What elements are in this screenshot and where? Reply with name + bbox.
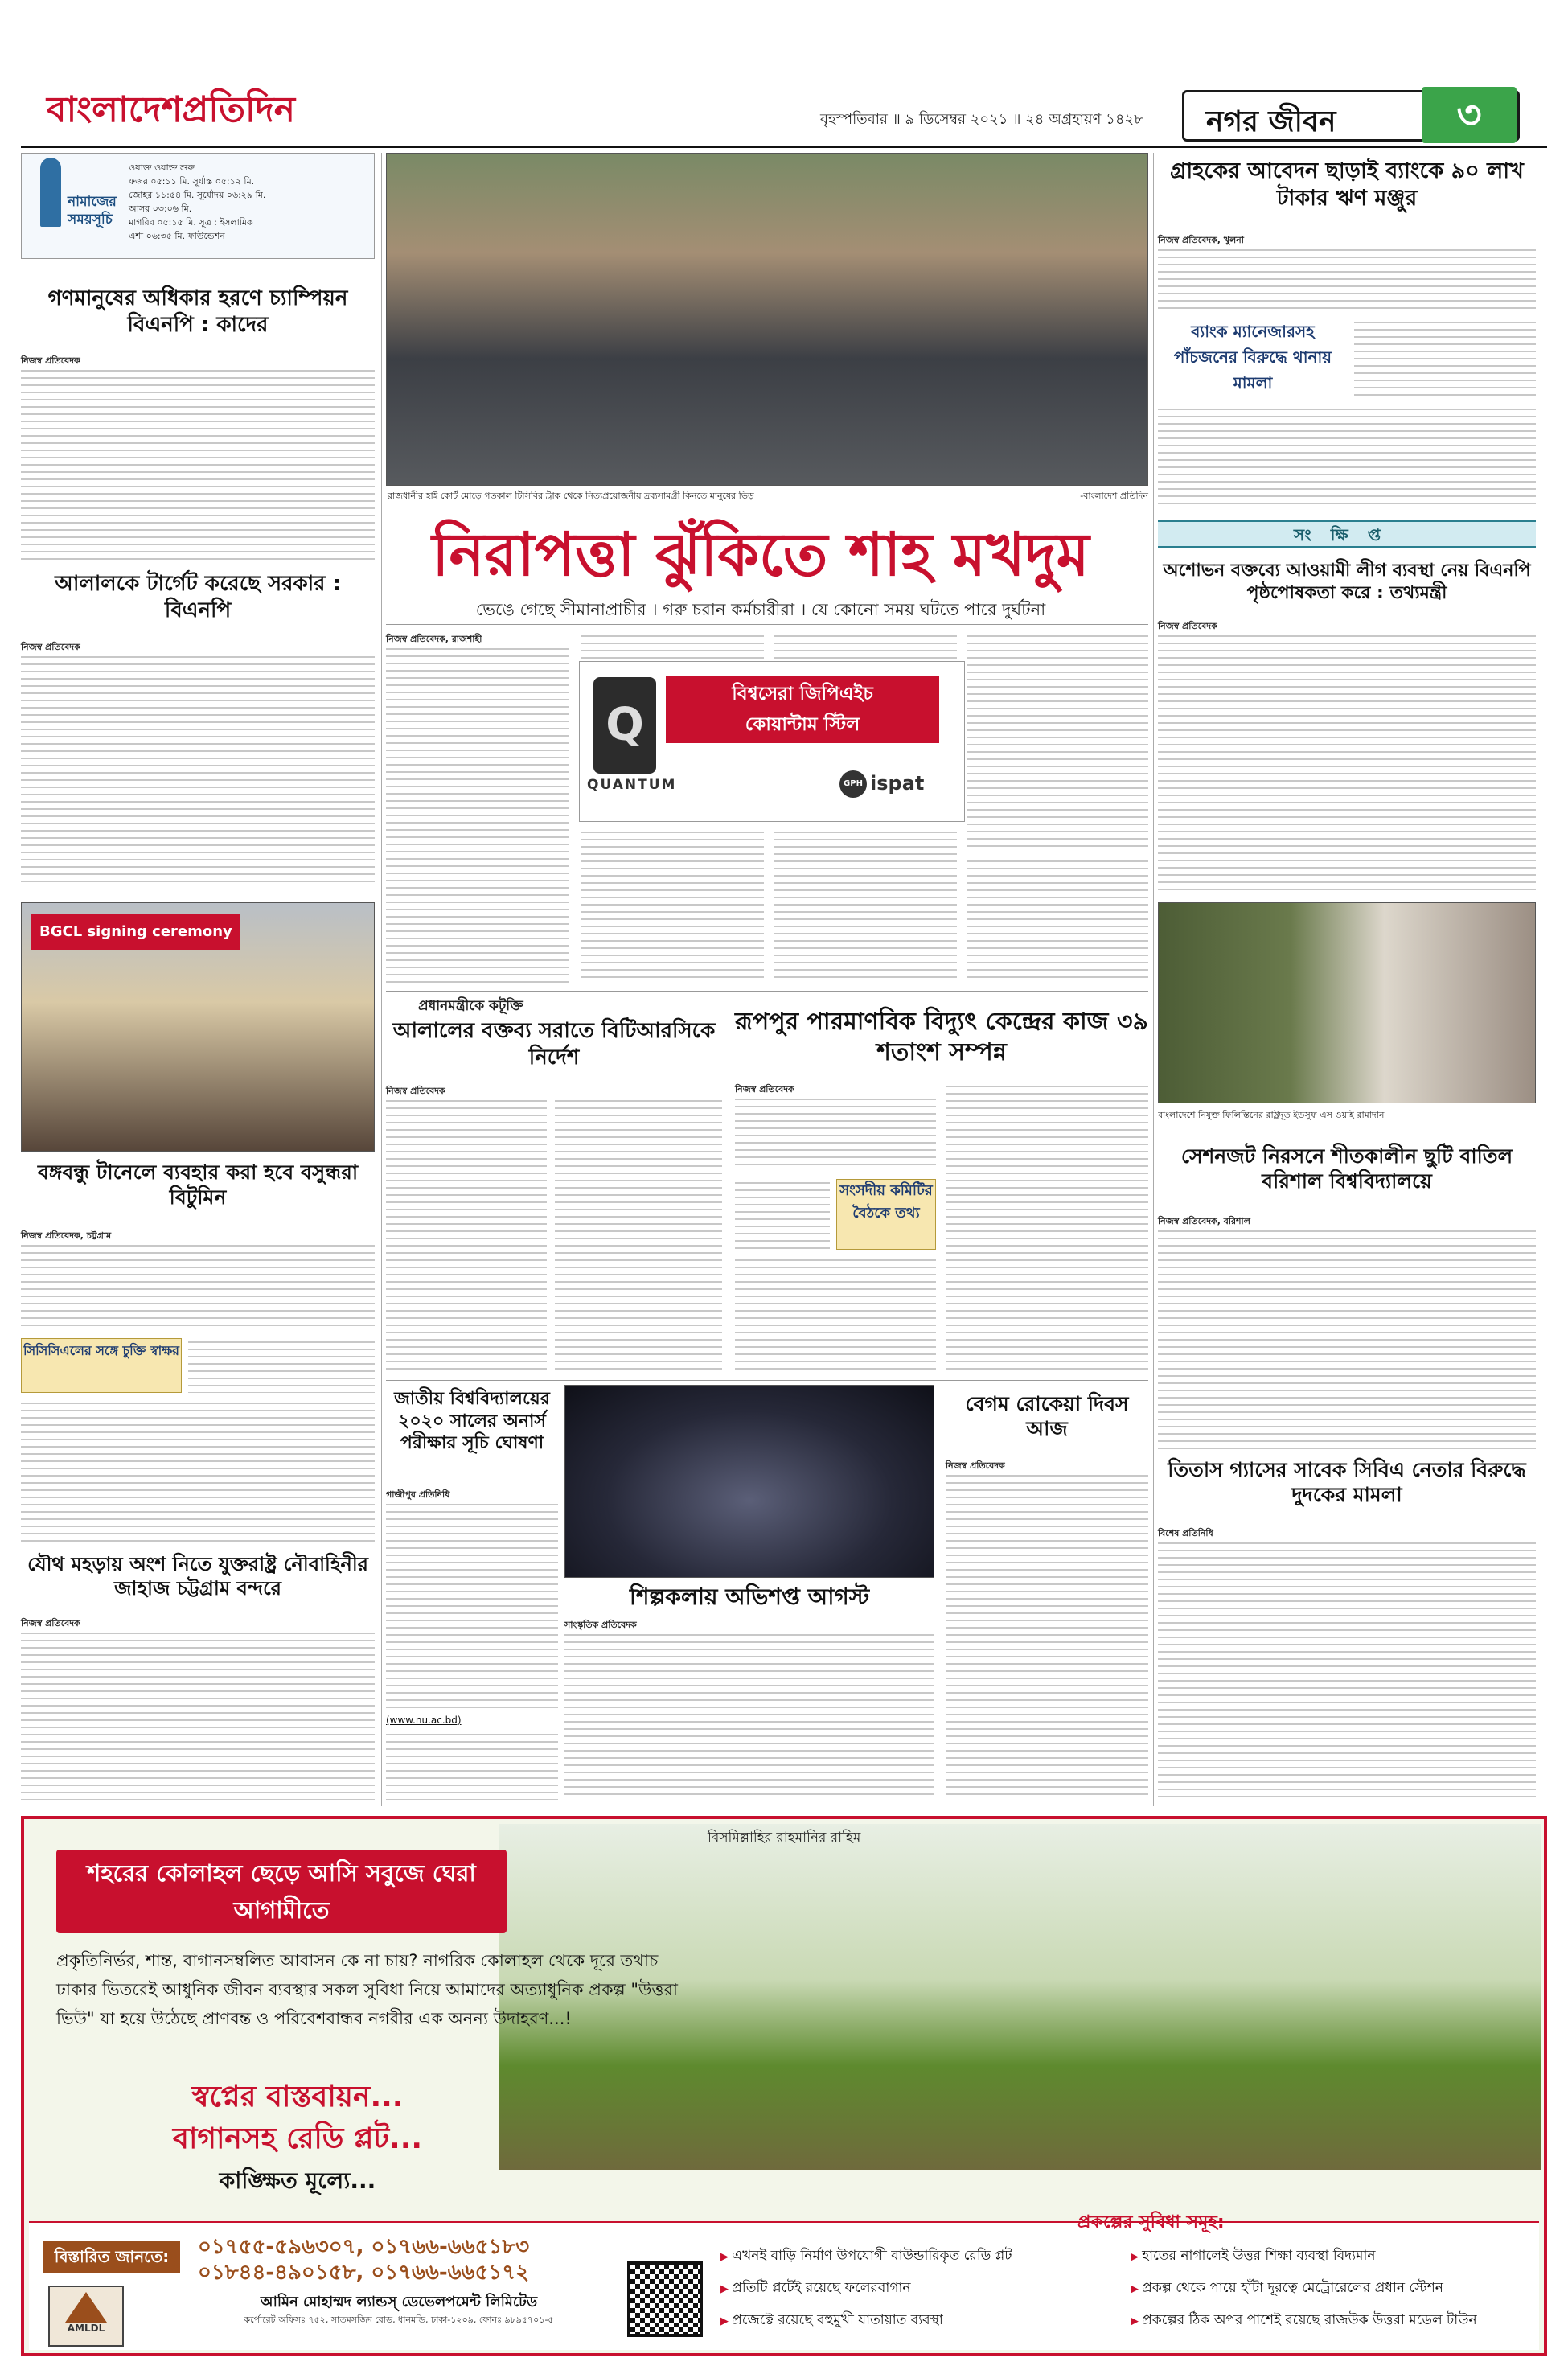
section-rule: [386, 1380, 1148, 1381]
article-text: [946, 1472, 1148, 1800]
story-byline: নিজস্ব প্রতিবেদক: [386, 1086, 445, 1096]
masthead-rule: [21, 146, 1547, 148]
nu-link[interactable]: (www.nu.ac.bd): [386, 1715, 462, 1726]
photo-credit: -বাংলাদেশ প্রতিদিন: [1080, 491, 1148, 501]
lead-rule: [386, 624, 1148, 625]
prayer-label: নামাজের সময়সূচি: [68, 194, 117, 228]
story-byline: নিজস্ব প্রতিবেদক: [21, 1618, 80, 1629]
dateline: বৃহস্পতিবার ॥ ৯ ডিসেম্বর ২০২১ ॥ ২৪ অগ্রহায়ণ ১৪২৮: [820, 111, 1143, 128]
story-headline[interactable]: গণমানুষের অধিকার হরণে চ্যাম্পিয়ন বিএনপি : কাদের: [47, 286, 348, 337]
advert-body: প্রকৃতিনির্ভর, শান্ত, বাগানসম্বলিত আবাসন কে না চায়? নাগরিক কোলাহল থেকে দূরে তথাচ ঢাকার ভিতরেই আধুনিক জীবন ব্যবস্থার সকল সুবিধা নিয়ে আমাদের অত্যাধুনিক প্রকল্প "উত্তরা ভিউ" যা হয়ে উঠেছে প্রাণবন্ত ও পরিবেশবান্ধব নগরীর এক অনন্য উদাহরণ...!: [56, 1951, 679, 2028]
mosque-icon: [40, 158, 61, 227]
story-inset: সংসদীয় কমিটির বৈঠকে তথ্য: [836, 1179, 936, 1250]
advert-phone-label: বিস্তারিত জানতে:: [43, 2241, 180, 2273]
advert-banner: শহরের কোলাহল ছেড়ে আসি সবুজে ঘেরা আগামীতে: [56, 1850, 507, 1933]
advert-phones[interactable]: [198, 2234, 680, 2286]
lead-byline: নিজস্ব প্রতিবেদক, রাজশাহী: [386, 634, 482, 644]
story-byline: সাংস্কৃতিক প্রতিবেদক: [564, 1620, 637, 1630]
article-text: [774, 828, 957, 984]
story-headline[interactable]: বঙ্গবন্ধু টানেলে ব্যবহার করা হবে বসুন্ধরা বিটুমিন: [37, 1160, 359, 1210]
article-text: [774, 632, 957, 659]
lead-headline[interactable]: নিরাপত্তা ঝুঁকিতে শাহ মখদুম: [432, 520, 1090, 589]
article-text: [386, 1731, 558, 1800]
advert-bismillah: বিসমিল্লাহির রাহমানির রাহিম: [708, 1830, 861, 1846]
story-headline[interactable]: রূপপুর পারমাণবিক বিদ্যুৎ কেন্দ্রের কাজ ৩৯ শতাংশ সম্পন্ন: [735, 1008, 1148, 1066]
article-text: [21, 1242, 375, 1330]
bullet-icon: ▶: [1131, 2251, 1143, 2263]
news-photo[interactable]: [21, 902, 375, 1152]
advert-company: আমিন মোহাম্মদ ল্যান্ডস্ ডেভেলপমেন্ট লিমিটেড: [260, 2294, 538, 2310]
prayer-row: ওয়াক্ত ওয়াক্ত শুরু: [129, 162, 195, 173]
facility-text: এখনই বাড়ি নির্মাণ উপযোগী বাউন্ডারিকৃত রেডি প্লট: [732, 2248, 1012, 2264]
gph-ad-line1: বিশ্বসেরা জিপিএইচ: [732, 684, 873, 704]
facility-item: [720, 2310, 1123, 2332]
story-inset: ব্যাংক ম্যানেজারসহ পাঁচজনের বিরুদ্ধে থানায় মামলা: [1158, 318, 1348, 399]
story-byline: নিজস্ব প্রতিবেদক, খুলনা: [1158, 235, 1244, 245]
article-text: [1158, 632, 1536, 894]
newspaper-logo[interactable]: [47, 77, 384, 143]
news-photo[interactable]: [1158, 902, 1536, 1103]
advert-slogan: স্বপ্নের বাস্তবায়ন...: [191, 2080, 404, 2113]
story-headline[interactable]: তিতাস গ্যাসের সাবেক সিবিএ নেতার বিরুদ্ধে দুদকের মামলা: [1168, 1458, 1526, 1507]
facility-item: [1131, 2310, 1533, 2332]
logo-text: বাংলাদেশপ্রতিদিন: [47, 89, 295, 130]
section-name: নগর জীবন: [1206, 105, 1336, 138]
article-text: [1354, 318, 1536, 399]
facility-item: [720, 2245, 1123, 2268]
bullet-icon: ▶: [1131, 2283, 1143, 2295]
qr-code[interactable]: [627, 2261, 703, 2337]
prayer-row: জোহর ১১:৫৪ মি. সূর্যোদয় ০৬:২৯ মি.: [129, 190, 266, 200]
section-rule: [386, 991, 1148, 992]
article-text: [581, 632, 764, 659]
gph-brand: QUANTUM: [587, 777, 677, 793]
story-byline: নিজস্ব প্রতিবেদক: [21, 355, 80, 366]
gph-ad-line2: কোয়ান্টাম স্টিল: [745, 714, 860, 735]
prayer-row: মাগরিব ০৫:১৫ মি. সূত্র : ইসলামিক: [129, 217, 253, 228]
facility-text: প্রতিটি প্লটেই রয়েছে ফলেরবাগান: [732, 2280, 911, 2296]
company-logo: [48, 2286, 124, 2347]
advert-slogan: বাগানসহ রেডি প্লট...: [172, 2122, 423, 2155]
facility-item: [720, 2277, 1123, 2300]
bullet-icon: ▶: [1131, 2315, 1143, 2327]
theatre-photo[interactable]: [564, 1385, 934, 1578]
story-headline[interactable]: সেশনজট নিরসনে শীতকালীন ছুটি বাতিল বরিশাল বিশ্ববিদ্যালয়ে: [1180, 1144, 1513, 1193]
article-text: [386, 1097, 547, 1374]
story-headline[interactable]: বেগম রোকেয়া দিবস আজ: [965, 1392, 1129, 1441]
bullet-icon: ▶: [720, 2283, 733, 2295]
facilities-title: প্রকল্পের সুবিধা সমূহ:: [1077, 2212, 1225, 2232]
logo-text: AMLDL: [67, 2323, 105, 2334]
article-text: [946, 1082, 1148, 1374]
logo-triangle-icon: [65, 2292, 107, 2323]
article-text: [1158, 1539, 1536, 1800]
photo-caption: বাংলাদেশে নিযুক্ত ফিলিস্তিনের রাষ্ট্রদূত ইউসুফ এস ওয়াই রামাদান: [1158, 1110, 1385, 1120]
brief-section-label: সংক্ষিপ্ত: [1293, 525, 1401, 544]
story-headline[interactable]: আলালের বক্তব্য সরাতে বিটিআরসিকে নির্দেশ: [392, 1019, 716, 1070]
advert-slogans: [137, 2076, 458, 2202]
article-text: [21, 367, 375, 560]
story-byline: নিজস্ব প্রতিবেদক: [1158, 621, 1217, 631]
prayer-row: এশা ০৬:৩৫ মি. ফাউন্ডেশন: [129, 231, 225, 241]
article-text: [581, 828, 764, 984]
story-byline: নিজস্ব প্রতিবেদক: [946, 1460, 1005, 1471]
photo-caption: রাজধানীর হাই কোর্ট মোড়ে গতকাল টিসিবির ট্রাক থেকে নিত্যপ্রয়োজনীয় দ্রব্যসামগ্রী কিনতে মানুষের ভিড়: [388, 491, 754, 501]
story-byline: বিশেষ প্রতিনিধি: [1158, 1528, 1213, 1538]
story-headline[interactable]: শিল্পকলায় অভিশপ্ত আগস্ট: [629, 1583, 870, 1610]
bullet-icon: ▶: [720, 2251, 733, 2263]
article-text: [21, 1629, 375, 1800]
prayer-times-list: [129, 161, 370, 243]
facility-text: হাতের নাগালেই উত্তর শিক্ষা ব্যবস্থা বিদ্যমান: [1142, 2248, 1376, 2264]
column-rule: [1153, 153, 1154, 1806]
article-text: [735, 1256, 936, 1374]
advert-phone-line[interactable]: ০১৭৫৫-৫৯৬৩০৭, ০১৭৬৬-৬৬৫১৮৩: [198, 2235, 530, 2259]
article-text: [21, 1399, 375, 1544]
article-text: [1158, 1227, 1536, 1451]
facility-item: [1131, 2277, 1533, 2300]
prayer-row: ফজর ০৫:১১ মি. সূর্যাস্ত ০৫:১২ মি.: [129, 176, 255, 187]
photo-banner: BGCL signing ceremony: [31, 914, 240, 950]
article-text: [386, 645, 569, 984]
story-headline[interactable]: জাতীয় বিশ্ববিদ্যালয়ের ২০২০ সালের অনার্স পরীক্ষার সূচি ঘোষণা: [394, 1389, 550, 1453]
story-byline: গাজীপুর প্রতিনিধি: [386, 1489, 450, 1500]
story-headline[interactable]: আলালকে টার্গেট করেছে সরকার : বিএনপি: [55, 572, 341, 622]
bullet-icon: ▶: [720, 2315, 733, 2327]
article-text: [564, 1631, 934, 1800]
facilities-left: [720, 2245, 1123, 2332]
story-byline: নিজস্ব প্রতিবেদক: [21, 642, 80, 652]
story-kicker: প্রধানমন্ত্রীকে কটূক্তি: [418, 998, 523, 1014]
article-text: [188, 1338, 375, 1393]
gph-ad-panel: [666, 676, 939, 743]
advert-phone-line[interactable]: ০১৮৪৪-৪৯০১৫৮, ০১৭৬৬-৬৬৫১৭২: [198, 2261, 530, 2285]
prayer-row: আসর ০৩:০৬ মি.: [129, 203, 192, 214]
article-text: [1158, 405, 1536, 510]
facilities-right: [1131, 2245, 1533, 2332]
article-text: [735, 1179, 830, 1250]
story-headline[interactable]: যৌথ মহড়ায় অংশ নিতে যুক্তরাষ্ট্র নৌবাহিনীর জাহাজ চট্টগ্রাম বন্দরে: [27, 1553, 368, 1600]
facility-text: প্রজেক্টে রয়েছে বহুমুখী যাতায়াত ব্যবস্থা: [732, 2312, 943, 2328]
gph-circle-icon: GPH: [839, 770, 867, 798]
article-text: [1158, 246, 1536, 312]
facility-text: প্রকল্পের ঠিক অপর পাশেই রয়েছে রাজউক উত্তরা মডেল টাউন: [1142, 2312, 1477, 2328]
gph-ispat: ispat: [870, 772, 925, 795]
lead-deck: ভেঙে গেছে সীমানাপ্রাচীর । গরু চরান কর্মচারীরা । যে কোনো সময় ঘটতে পারে দুর্ঘটনা: [475, 600, 1046, 619]
story-byline: নিজস্ব প্রতিবেদক, চট্টগ্রাম: [21, 1230, 112, 1241]
page-number: ৩: [1422, 87, 1517, 143]
lead-photo[interactable]: [386, 153, 1148, 486]
story-headline[interactable]: অশোভন বক্তব্যে আওয়ামী লীগ ব্যবস্থা নেয় বিএনপি পৃষ্ঠপোষকতা করে : তথ্যমন্ত্রী: [1163, 561, 1531, 603]
advert-slogan: কাঙ্ক্ষিত মূল্যে...: [219, 2167, 376, 2194]
story-byline: নিজস্ব প্রতিবেদক, বরিশাল: [1158, 1216, 1250, 1226]
article-text: [21, 653, 375, 888]
story-inset: সিসিসিএলের সঙ্গে চুক্তি স্বাক্ষর: [21, 1338, 182, 1393]
article-text: [386, 1501, 558, 1710]
article-text: [735, 1095, 936, 1171]
facility-text: প্রকল্প থেকে পায়ে হাঁটা দূরত্বে মেট্রোরেলের প্রধান স্টেশন: [1142, 2280, 1443, 2296]
gph-q-logo: Q: [593, 677, 656, 774]
story-headline[interactable]: গ্রাহকের আবেদন ছাড়াই ব্যাংকে ৯০ লাখ টাকার ঋণ মঞ্জুর: [1170, 158, 1524, 211]
column-rule: [381, 153, 382, 1806]
advert-address: কর্পোরেট অফিসঃ ৭৫২, সাতমসজিদ রোড, ধানমন্ডি, ঢাকা-১২০৯, ফোনঃ ৯৮৯৫৭০১-৫: [244, 2314, 554, 2325]
story-byline: নিজস্ব প্রতিবেদক: [735, 1084, 794, 1095]
article-text: [967, 632, 1148, 851]
facility-item: [1131, 2245, 1533, 2268]
article-text: [555, 1097, 722, 1374]
article-text: [967, 857, 1148, 984]
